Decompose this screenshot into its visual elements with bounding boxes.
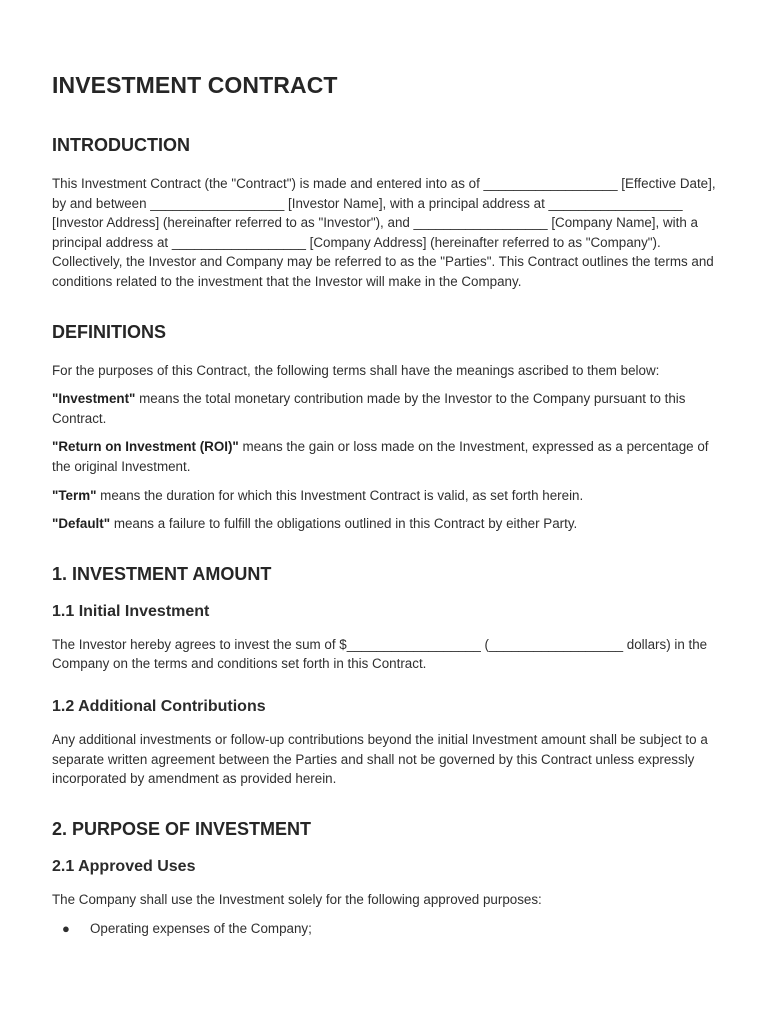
definition-roi [52,437,718,476]
section-1-2-heading: 1.2 Additional Contributions [52,697,266,715]
bullet-icon: ● [62,921,70,937]
definitions-intro: For the purposes of this Contract, the following terms shall have the meanings ascribed to them below: [52,362,660,378]
introduction-paragraph: This Investment Contract (the "Contract") is made and entered into as of __________________ [Effective Date], by and between __________________ [Investor Name], with a principal address at __________________ [Investor Address] (hereinafter referred to as "Investor"), and __________________ [Company Name], with a principal address at __________________ [Company Address] (hereinafter referred to as "Company"). Collectively, the Investor and Company may be referred to as the "Parties". This Contract outlines the terms and conditions related to the investment that the Investor will make in the Company. [52,176,716,289]
definition-term-item [52,486,718,506]
definition-text: means the duration for which this Investment Contract is valid, as set forth herein. [96,487,584,503]
definition-text: means the gain or loss made on the Investment, expressed as a percentage of the original Investment. [52,439,709,474]
document-title: INVESTMENT CONTRACT [52,72,338,98]
definition-term: "Term" [52,487,97,503]
definition-term: "Investment" [52,391,136,407]
section-1-2-paragraph: Any additional investments or follow-up contributions beyond the initial Investment amount shall be subject to a separate written agreement between the Parties and shall not be governed by this Contract unless expressly incorporated by amendment as provided herein. [52,731,708,787]
section-2-1-heading: 2.1 Approved Uses [52,857,196,875]
list-item-text: Operating expenses of the Company; [90,921,312,937]
list-item [52,919,718,939]
definition-term: "Return on Investment (ROI)" [52,439,239,455]
section-1-1-heading: 1.1 Initial Investment [52,602,210,620]
definition-text: means the total monetary contribution made by the Investor to the Company pursuant to this Contract. [52,391,686,426]
introduction-heading: INTRODUCTION [52,135,190,155]
section-1-1-paragraph: The Investor hereby agrees to invest the sum of $__________________ (__________________ dollars) in the Company on the terms and conditions set forth in this Contract. [52,636,708,672]
definitions-heading: DEFINITIONS [52,321,167,342]
definition-text: means a failure to fulfill the obligations outlined in this Contract by either Party. [110,516,578,532]
section-2-heading: 2. PURPOSE OF INVESTMENT [52,818,312,839]
section-2-1-paragraph: The Company shall use the Investment solely for the following approved purposes: [52,891,542,907]
definition-investment [52,389,718,428]
definition-term: "Default" [52,516,111,532]
approved-uses-list [52,919,718,939]
definition-default [52,514,718,534]
section-1-heading: 1. INVESTMENT AMOUNT [52,563,272,584]
